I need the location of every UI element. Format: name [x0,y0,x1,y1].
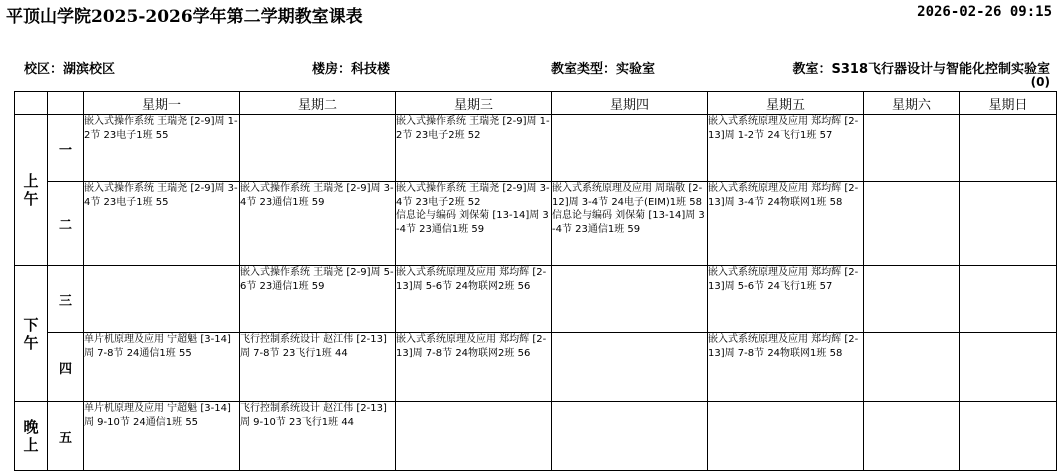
page-title: 平顶山学院2025-2026学年第二学期教室课表 [6,7,363,27]
day-header-wed: 星期三 [396,92,552,115]
section-number: 二 [48,182,84,266]
course-entry: 嵌入式操作系统 王瑞尧 [2-9]周 3-4节 23通信1班 59 [240,183,394,208]
section-number: 四 [48,333,84,402]
schedule-cell [864,333,960,402]
schedule-cell [708,402,864,471]
course-entry: 嵌入式操作系统 王瑞尧 [2-9]周 1-2节 23电子1班 55 [84,116,238,141]
schedule-cell [240,182,396,266]
course-entry: 嵌入式系统原理及应用 郑均辉 [2-13]周 7-8节 24物联网2班 56 [396,334,547,359]
schedule-cell [396,333,552,402]
section-number: 五 [48,402,84,471]
schedule-cell [864,182,960,266]
course-entry: 嵌入式系统原理及应用 郑均辉 [2-13]周 7-8节 24物联网1班 58 [708,334,859,359]
table-row [15,333,1057,402]
period-group-evening [15,402,48,471]
room-capacity: (0) [1030,75,1050,89]
section-number: 一 [48,115,84,182]
schedule-cell [240,402,396,471]
course-entry: 嵌入式系统原理及应用 郑均辉 [2-13]周 5-6节 24物联网2班 56 [396,267,547,292]
schedule-cell [552,182,708,266]
course-entry: 信息论与编码 刘保菊 [13-14]周 3-4节 23通信1班 59 [552,210,705,235]
corner-cell [48,92,84,115]
schedule-cell [864,402,960,471]
schedule-cell [240,333,396,402]
period-group-label: 下午 [23,315,39,352]
schedule-cell [552,266,708,333]
course-entry: 嵌入式系统原理及应用 郑均辉 [2-13]周 3-4节 24物联网1班 58 [708,183,859,208]
schedule-cell [960,402,1057,471]
day-header-thu: 星期四 [552,92,708,115]
period-group-label: 上午 [23,172,39,208]
course-entry: 嵌入式系统原理及应用 周瑞敬 [2-12]周 3-4节 24电子(EIM)1班 58 [552,183,703,208]
schedule-cell [84,333,240,402]
schedule-cell [960,266,1057,333]
schedule-cell [960,333,1057,402]
period-group-morning [15,115,48,266]
course-entry: 嵌入式操作系统 王瑞尧 [2-9]周 3-4节 23电子2班 52 [396,183,550,208]
period-group-afternoon [15,266,48,402]
corner-cell [15,92,48,115]
day-header-tue: 星期二 [240,92,396,115]
table-row [15,266,1057,333]
course-entry: 飞行控制系统设计 赵江伟 [2-13]周 7-8节 23飞行1班 44 [240,334,387,359]
building-label: 楼房：科技楼 [312,62,391,77]
period-group-label: 晚上 [23,418,39,454]
schedule-cell [240,266,396,333]
course-entry: 信息论与编码 刘保菊 [13-14]周 3-4节 23通信1班 59 [396,210,549,235]
section-number: 三 [48,266,84,333]
course-entry: 飞行控制系统设计 赵江伟 [2-13]周 9-10节 23飞行1班 44 [240,403,387,428]
schedule-cell [864,266,960,333]
day-header-sat: 星期六 [864,92,960,115]
room-label: 教室：S318飞行器设计与智能化控制实验室 [792,62,1050,77]
course-entry: 嵌入式系统原理及应用 郑均辉 [2-13]周 1-2节 24飞行1班 57 [708,116,859,141]
schedule-cell [552,402,708,471]
day-header-sun: 星期日 [960,92,1057,115]
course-entry: 嵌入式系统原理及应用 郑均辉 [2-13]周 5-6节 24飞行1班 57 [708,267,859,292]
campus-label: 校区：湖滨校区 [24,62,116,77]
schedule-cell [708,115,864,182]
schedule-cell [552,333,708,402]
schedule-cell [396,182,552,266]
schedule-cell [708,266,864,333]
course-entry: 单片机原理及应用 宁超魁 [3-14]周 7-8节 24通信1班 55 [84,334,231,359]
schedule-cell [240,115,396,182]
schedule-cell [552,115,708,182]
course-entry: 单片机原理及应用 宁超魁 [3-14]周 9-10节 24通信1班 55 [84,403,231,428]
schedule-cell [84,115,240,182]
schedule-cell [396,115,552,182]
schedule-cell [84,266,240,333]
schedule-cell [84,182,240,266]
header-row [15,92,1057,115]
room-type-label: 教室类型：实验室 [551,62,656,77]
schedule-cell [960,115,1057,182]
course-entry: 嵌入式操作系统 王瑞尧 [2-9]周 3-4节 23电子1班 55 [84,183,238,208]
day-header-fri: 星期五 [708,92,864,115]
schedule-cell [708,182,864,266]
print-datetime: 2026-02-26 09:15 [917,4,1052,20]
table-row [15,115,1057,182]
schedule-cell [396,266,552,333]
course-entry: 嵌入式操作系统 王瑞尧 [2-9]周 5-6节 23通信1班 59 [240,267,394,292]
schedule-cell [396,402,552,471]
table-row [15,402,1057,471]
schedule-cell [708,333,864,402]
course-entry: 嵌入式操作系统 王瑞尧 [2-9]周 1-2节 23电子2班 52 [396,116,550,141]
schedule-cell [84,402,240,471]
day-header-mon: 星期一 [84,92,240,115]
schedule-table [14,91,1057,471]
schedule-cell [864,115,960,182]
table-row [15,182,1057,266]
schedule-cell [960,182,1057,266]
